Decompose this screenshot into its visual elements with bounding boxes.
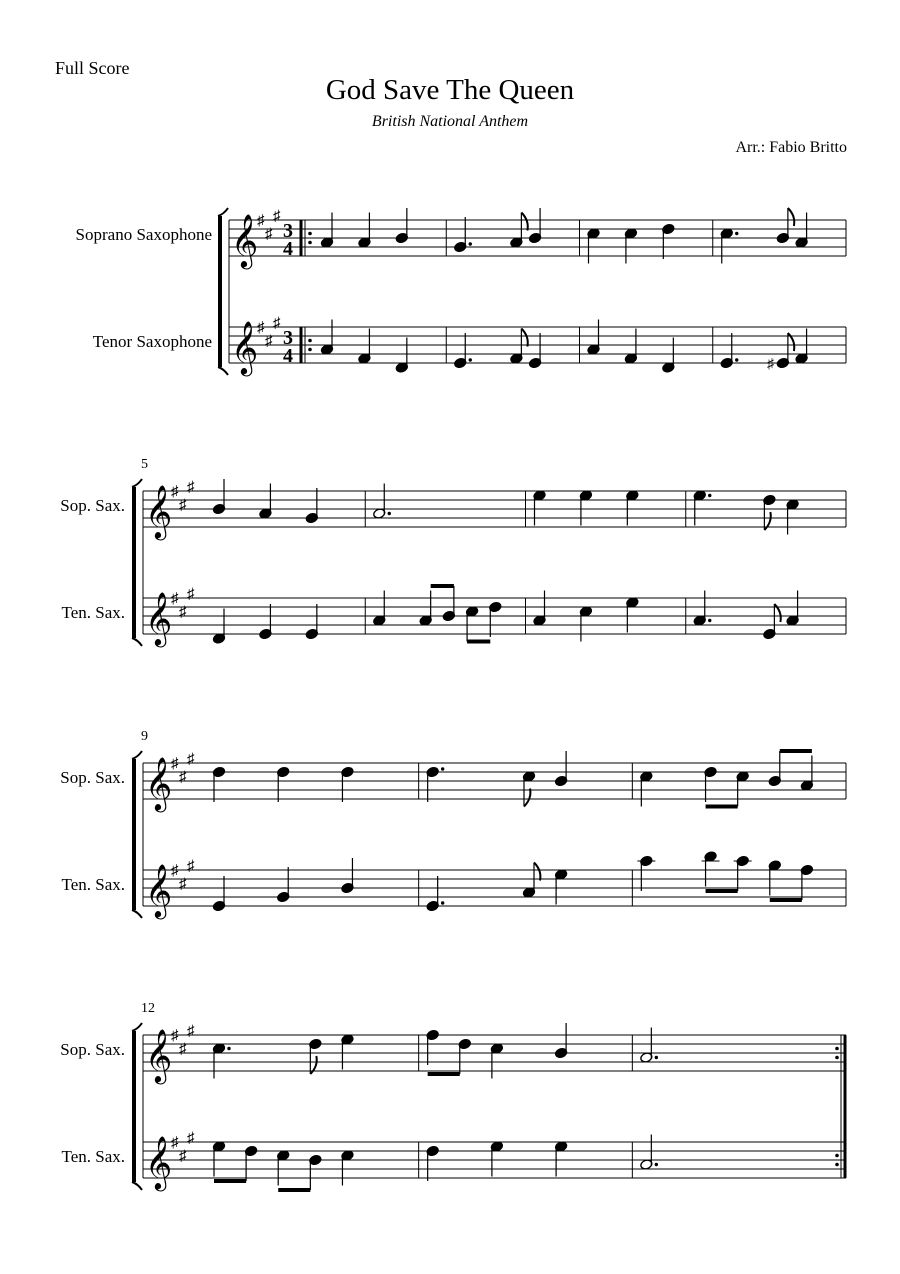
instrument-label-tenor: Ten. Sax. <box>61 603 125 622</box>
instrument-label-soprano: Sop. Sax. <box>60 1040 125 1059</box>
sharp-accidental: ♯ <box>273 315 281 332</box>
sharp-accidental: ♯ <box>187 858 195 875</box>
repeat-dot <box>835 1163 839 1167</box>
instrument-label-tenor: Ten. Sax. <box>61 875 125 894</box>
system-bracket <box>132 1023 142 1031</box>
time-signature-numerator: 3 <box>283 220 293 242</box>
system-bracket <box>132 638 142 646</box>
eighth-flag <box>534 863 540 881</box>
sharp-accidental: ♯ <box>171 1028 179 1044</box>
treble-clef: 𝄞 <box>145 1030 173 1081</box>
sharp-accidental: ♯ <box>179 1148 187 1165</box>
repeat-dot <box>308 241 312 245</box>
sharp-accidental: ♯ <box>179 497 187 514</box>
treble-clef: 𝄞 <box>145 1137 173 1188</box>
treble-clef: 𝄞 <box>145 865 173 916</box>
sharp-accidental: ♯ <box>187 751 195 768</box>
sharp-accidental: ♯ <box>171 863 179 879</box>
augmentation-dot <box>469 242 472 245</box>
system-bracket <box>218 367 228 375</box>
repeat-dot <box>308 348 312 352</box>
time-signature-denominator: 4 <box>283 238 293 260</box>
time-signature-numerator: 3 <box>283 327 293 349</box>
sharp-accidental: ♯ <box>179 876 187 893</box>
treble-clef: 𝄞 <box>231 322 259 373</box>
treble-clef: 𝄞 <box>145 593 173 644</box>
repeat-dot <box>835 1154 839 1158</box>
arranger-credit: Arr.: Fabio Britto <box>735 139 847 156</box>
sharp-accidental: ♯ <box>171 756 179 772</box>
repeat-dot <box>835 1056 839 1060</box>
staff <box>143 491 846 527</box>
instrument-label-soprano: Sop. Sax. <box>60 496 125 515</box>
sharp-accidental: ♯ <box>171 484 179 500</box>
system-bracket <box>132 751 142 759</box>
augmentation-dot <box>655 1056 658 1059</box>
eighth-flag <box>524 789 530 807</box>
eighth-flag <box>521 213 527 231</box>
instrument-label-soprano: Soprano Saxophone <box>75 225 212 244</box>
sharp-accidental: ♯ <box>265 333 273 350</box>
full-score-label: Full Score <box>55 58 130 78</box>
sharp-accidental: ♯ <box>273 208 281 225</box>
staff <box>143 870 846 906</box>
measure-number: 12 <box>141 1001 155 1016</box>
sharp-accidental: ♯ <box>257 320 265 336</box>
eighth-flag <box>788 208 794 226</box>
sharp-accidental: ♯ <box>766 357 774 372</box>
score-subtitle: British National Anthem <box>371 113 529 130</box>
sharp-accidental: ♯ <box>179 604 187 621</box>
augmentation-dot <box>227 1047 230 1050</box>
instrument-label-tenor: Tenor Saxophone <box>92 332 212 351</box>
sharp-accidental: ♯ <box>187 586 195 603</box>
augmentation-dot <box>708 494 711 497</box>
augmentation-dot <box>469 358 472 361</box>
augmentation-dot <box>735 232 738 235</box>
system-bracket <box>132 910 142 918</box>
measure-number: 5 <box>141 457 148 472</box>
eighth-flag <box>521 329 527 347</box>
sharp-accidental: ♯ <box>187 1130 195 1147</box>
augmentation-dot <box>441 901 444 904</box>
sharp-accidental: ♯ <box>187 1023 195 1040</box>
augmentation-dot <box>735 358 738 361</box>
sharp-accidental: ♯ <box>265 226 273 243</box>
sharp-accidental: ♯ <box>179 1041 187 1058</box>
system-bracket <box>132 1182 142 1190</box>
sharp-accidental: ♯ <box>179 769 187 786</box>
treble-clef: 𝄞 <box>231 215 259 266</box>
repeat-dot <box>835 1047 839 1051</box>
augmentation-dot <box>708 619 711 622</box>
instrument-label-soprano: Sop. Sax. <box>60 768 125 787</box>
instrument-label-tenor: Ten. Sax. <box>61 1147 125 1166</box>
augmentation-dot <box>388 512 391 515</box>
treble-clef: 𝄞 <box>145 758 173 809</box>
system-bracket <box>218 208 228 216</box>
repeat-dot <box>308 232 312 236</box>
sharp-accidental: ♯ <box>171 1135 179 1151</box>
augmentation-dot <box>441 767 444 770</box>
measure-number: 9 <box>141 729 148 744</box>
sharp-accidental: ♯ <box>187 479 195 496</box>
sharp-accidental: ♯ <box>171 591 179 607</box>
repeat-dot <box>308 339 312 343</box>
score-title: God Save The Queen <box>325 74 575 106</box>
augmentation-dot <box>655 1163 658 1166</box>
sharp-accidental: ♯ <box>257 213 265 229</box>
time-signature-denominator: 4 <box>283 345 293 367</box>
system-bracket <box>132 479 142 487</box>
treble-clef: 𝄞 <box>145 486 173 537</box>
staff <box>229 327 846 363</box>
